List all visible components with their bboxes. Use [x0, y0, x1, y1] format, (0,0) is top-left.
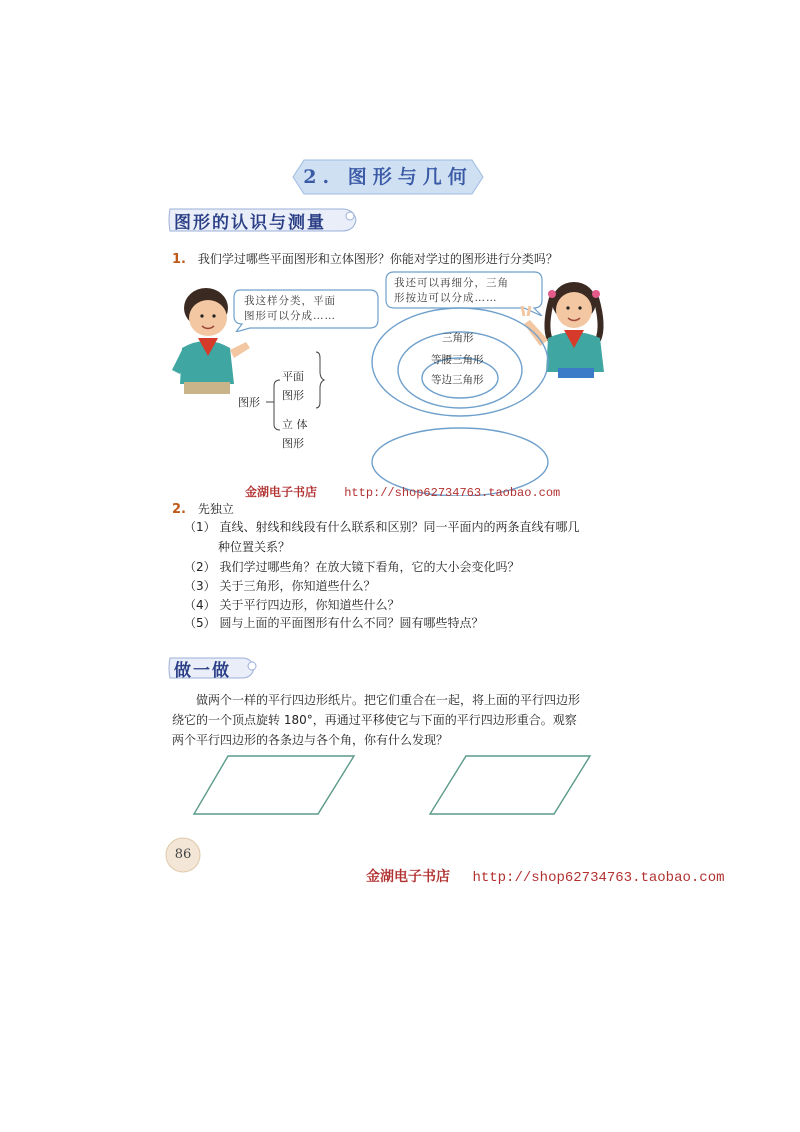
- watermark-url: http://shop62734763.taobao.com: [472, 870, 725, 886]
- activity-line-1: 做两个一样的平行四边形纸片。把它们重合在一起，将上面的平行四边形: [196, 693, 581, 707]
- question-2-item-2: （2） 我们学过哪些角？在放大镜下看角，它的大小会变化吗？: [184, 560, 520, 574]
- tree-label-line: 图形: [282, 437, 304, 450]
- activity-line-3: 两个平行四边形的各条边与各个角，你有什么发现？: [172, 733, 449, 747]
- question-2-item-1: （1） 直线、射线和线段有什么联系和区别？同一平面内的两条直线有哪几: [184, 520, 580, 534]
- watermark-1: [245, 483, 560, 500]
- question-2-item-3: （3） 关于三角形，你知道些什么？: [184, 579, 376, 593]
- section-tag-try-it: [166, 654, 262, 682]
- question-number: 2.: [172, 502, 186, 517]
- question-2-item-4: （4） 关于平行四边形，你知道些什么？: [184, 598, 400, 612]
- question-2: [172, 500, 234, 517]
- watermark-shop: 金湖电子书店: [245, 485, 318, 499]
- question-text: 先独立: [197, 502, 234, 516]
- bubble-line: 我还可以再细分，三角: [394, 277, 509, 289]
- girl-bubble-text: [394, 276, 509, 306]
- watermark-shop: 金湖电子书店: [366, 869, 450, 885]
- question-2-item-5: （5） 圆与上面的平面图形有什么不同？圆有哪些特点？: [184, 616, 484, 630]
- section-title: 图形的认识与测量: [174, 212, 326, 233]
- bubble-line: 图形可以分成……: [244, 310, 336, 322]
- tree-label-line: 立 体: [282, 418, 308, 431]
- parallelogram-left: [190, 752, 360, 818]
- question-2-item-1-cont: 种位置关系？: [218, 540, 291, 554]
- section-tag-measurement: [166, 205, 362, 235]
- venn-label-isosceles: 等腰三角形: [431, 354, 484, 366]
- bubble-line: 我这样分类，平面: [244, 295, 336, 307]
- page-number-badge: [164, 836, 202, 874]
- bubble-line: 形按边可以分成……: [394, 292, 498, 304]
- watermark-2: [366, 866, 725, 886]
- chapter-title: 2. 图形与几何: [303, 166, 473, 188]
- tree-branch-plane: [282, 368, 304, 403]
- page-number: 86: [174, 847, 192, 862]
- venn-label-triangle: 三角形: [442, 332, 474, 344]
- venn-label-equilateral: 等边三角形: [431, 374, 484, 386]
- tree-root-label: 图形: [238, 396, 260, 409]
- question-text: 我们学过哪些平面图形和立体图形？你能对学过的图形进行分类吗？: [197, 252, 558, 266]
- tree-branch-solid: [282, 416, 308, 451]
- tree-label-line: 平面: [282, 370, 304, 383]
- question-1: [172, 250, 558, 267]
- question-number: 1.: [172, 252, 186, 267]
- activity-line-2: 绕它的一个顶点旋转 180°，再通过平移使它与下面的平行四边形重合。观察: [172, 713, 577, 727]
- chapter-banner: [292, 158, 484, 196]
- tree-label-line: 图形: [282, 389, 304, 402]
- section-title: 做一做: [174, 660, 231, 681]
- parallelogram-right: [426, 752, 596, 818]
- watermark-url: http://shop62734763.taobao.com: [344, 486, 561, 500]
- boy-bubble-text: [244, 294, 336, 324]
